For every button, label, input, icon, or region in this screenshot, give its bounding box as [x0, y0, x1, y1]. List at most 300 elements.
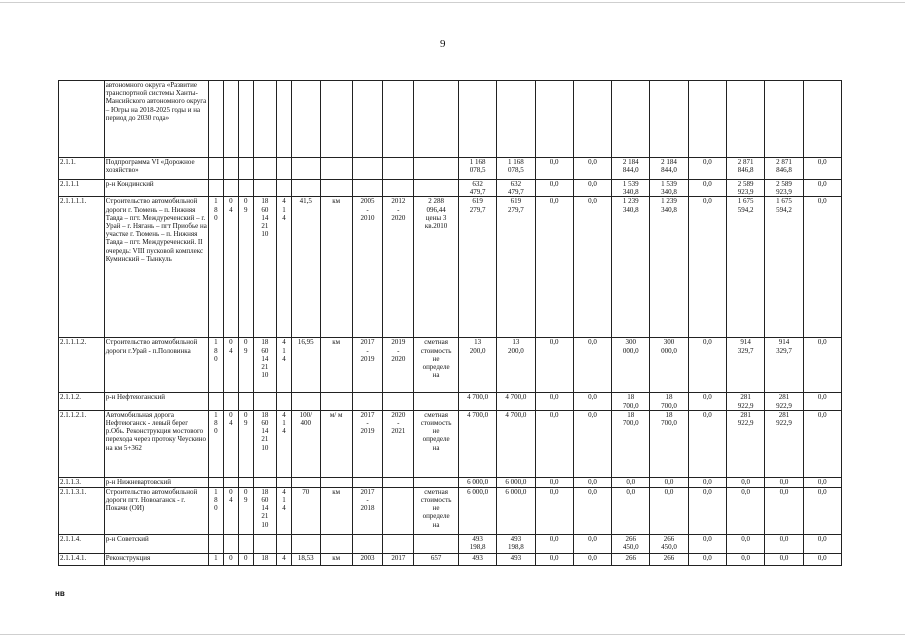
value-1-cell [458, 180, 496, 197]
col-3-cell [238, 534, 253, 553]
col-3-cell [238, 487, 253, 534]
value-1-text: 619 279,7 [469, 197, 486, 214]
unit-cell [320, 81, 352, 158]
value-2-text: 13 200,0 [507, 338, 524, 355]
estimated-cost-cell [414, 410, 459, 477]
value-1-cell [458, 487, 496, 534]
value-4-text: 0,0 [588, 477, 597, 486]
col-3-text: 0 9 [243, 197, 248, 214]
start-year-text: 2003 [360, 553, 375, 562]
value-10-text: 0,0 [817, 487, 827, 496]
col-5-text: 4 [282, 553, 286, 562]
start-year-cell [352, 197, 383, 338]
value-7-text: 0,0 [702, 410, 712, 419]
value-1-text: 493 198,8 [469, 534, 486, 552]
unit-text: м/ м [329, 410, 343, 419]
value-2-cell [497, 180, 535, 197]
value-4-cell [573, 393, 611, 410]
col-5-cell [277, 393, 292, 410]
col-1-cell [208, 487, 223, 534]
col-3-cell [238, 553, 253, 565]
value-2-cell [497, 410, 535, 477]
value-6-cell [650, 197, 688, 338]
value-6-text: 0,0 [664, 487, 674, 496]
estimated-cost-cell [414, 393, 459, 410]
value-7-text: 0,0 [702, 553, 712, 562]
value-3-text: 0,0 [549, 338, 559, 347]
row-name-text: р-н Кондинский [105, 180, 154, 188]
col-2-cell [223, 534, 238, 553]
row-name-text: Автомобильная дорога Нефтеюганск - левый берег р.Обь. Реконструкция мостового перехода через протоку Чеускино на км 5+362 [105, 410, 207, 452]
end-year-cell [383, 477, 414, 487]
unit-cell [320, 410, 352, 477]
row-code-cell [59, 338, 105, 393]
row-code-text: 2.1.1.4. [60, 534, 81, 543]
capacity-cell [291, 158, 320, 180]
value-7-cell [688, 487, 726, 534]
value-9-cell [765, 81, 803, 158]
row-name-cell [104, 487, 208, 534]
value-6-cell [650, 553, 688, 565]
col-1-cell [208, 338, 223, 393]
value-6-cell [650, 81, 688, 158]
value-10-cell [803, 197, 841, 338]
col-1-cell [208, 553, 223, 565]
unit-cell [320, 180, 352, 197]
table-row [59, 393, 842, 410]
value-5-cell [612, 197, 650, 338]
table-row [59, 487, 842, 534]
row-name-cell [104, 81, 208, 158]
col-4-text: 18 60 14 21 10 [261, 338, 269, 380]
value-5-text: 266 [625, 553, 636, 562]
col-3-text: 0 [243, 553, 248, 562]
value-3-cell [535, 410, 573, 477]
value-6-text: 300 000,0 [661, 338, 677, 355]
col-2-text: 0 4 [229, 197, 233, 214]
value-7-text: 0,0 [702, 338, 712, 347]
col-1-cell [208, 81, 223, 158]
value-3-text: 0,0 [549, 180, 559, 188]
value-8-text: 0,0 [741, 477, 751, 486]
capacity-cell [291, 553, 320, 565]
unit-cell [320, 197, 352, 338]
value-8-text: 0,0 [741, 553, 751, 562]
col-4-cell [253, 477, 276, 487]
col-3-cell [238, 197, 253, 338]
value-6-cell [650, 534, 688, 553]
row-name-text: Строительство автомобильной дороги пгт. Новоаганск - г. Покачи (ОИ) [105, 487, 198, 513]
col-4-cell [253, 180, 276, 197]
col-2-cell [223, 393, 238, 410]
col-4-cell [253, 553, 276, 565]
unit-cell [320, 534, 352, 553]
value-10-cell [803, 487, 841, 534]
col-4-cell [253, 410, 276, 477]
estimated-cost-cell [414, 553, 459, 565]
table-row [59, 180, 842, 197]
col-4-cell [253, 81, 276, 158]
value-9-cell [765, 410, 803, 477]
unit-cell [320, 158, 352, 180]
value-6-cell [650, 477, 688, 487]
table-row [59, 410, 842, 477]
table-row [59, 81, 842, 158]
col-4-cell [253, 338, 276, 393]
estimated-cost-cell [414, 338, 459, 393]
row-name-text: автономного округа «Развитие транспортной системы Ханты-Мансийского автономного округа – Югры на 2018-2025 годы и на период до 2030 года» [105, 81, 207, 122]
value-2-text: 619 279,7 [507, 197, 524, 214]
value-1-cell [458, 81, 496, 158]
start-year-cell [352, 477, 383, 487]
value-4-text: 0,0 [588, 487, 597, 496]
value-7-cell [688, 410, 726, 477]
col-5-cell [277, 477, 292, 487]
footer-mark: нв [55, 589, 65, 598]
col-3-cell [238, 393, 253, 410]
col-3-text: 0 9 [243, 487, 248, 505]
start-year-cell [352, 553, 383, 565]
capacity-cell [291, 487, 320, 534]
value-7-cell [688, 81, 726, 158]
value-3-text: 0,0 [549, 487, 559, 496]
end-year-cell [383, 487, 414, 534]
row-code-cell [59, 410, 105, 477]
value-5-text: 300 000,0 [622, 338, 639, 355]
row-name-cell [104, 180, 208, 197]
value-9-cell [765, 338, 803, 393]
value-4-text: 0,0 [588, 338, 597, 347]
value-4-cell [573, 553, 611, 565]
value-4-cell [573, 158, 611, 180]
unit-cell [320, 487, 352, 534]
value-1-text: 1 168 078,5 [469, 158, 486, 175]
col-5-cell [277, 534, 292, 553]
value-10-text: 0,0 [817, 338, 827, 347]
value-2-cell [497, 477, 535, 487]
value-5-text: 266 450,0 [622, 534, 639, 552]
col-4-cell [253, 487, 276, 534]
value-3-cell [535, 158, 573, 180]
col-4-text: 18 60 14 21 10 [261, 410, 269, 452]
value-9-text: 281 922,9 [776, 393, 792, 410]
value-8-cell [727, 338, 765, 393]
value-1-text: 493 [472, 553, 483, 562]
capacity-text: 18,53 [297, 553, 314, 562]
value-1-text: 6 000,0 [467, 477, 489, 486]
value-9-cell [765, 534, 803, 553]
value-9-cell [765, 477, 803, 487]
col-1-cell [208, 197, 223, 338]
value-5-cell [612, 534, 650, 553]
value-5-text: 1 539 340,8 [622, 180, 639, 197]
col-5-cell [277, 553, 292, 565]
col-2-text: 0 4 [229, 338, 233, 355]
end-year-cell [383, 553, 414, 565]
value-1-text: 4 700,0 [467, 410, 489, 419]
end-year-cell [383, 158, 414, 180]
value-9-text: 0,0 [779, 477, 789, 486]
col-3-cell [238, 338, 253, 393]
value-6-cell [650, 180, 688, 197]
value-8-cell [727, 180, 765, 197]
value-2-text: 1 168 078,5 [507, 158, 524, 175]
value-7-text: 0,0 [702, 180, 712, 188]
row-code-text: 2.1.1. [60, 158, 76, 166]
col-1-text: 1 8 0 [214, 338, 218, 363]
capacity-cell [291, 477, 320, 487]
value-6-cell [650, 338, 688, 393]
value-5-cell [612, 81, 650, 158]
col-4-cell [253, 534, 276, 553]
end-year-cell [383, 393, 414, 410]
value-5-text: 18 700,0 [622, 393, 639, 410]
value-3-cell [535, 534, 573, 553]
row-code-cell [59, 477, 105, 487]
value-9-text: 0,0 [779, 553, 789, 562]
value-10-text: 0,0 [817, 180, 827, 188]
col-5-cell [277, 410, 292, 477]
row-code-text: 2.1.1.3.1. [60, 487, 87, 496]
col-1-cell [208, 158, 223, 180]
unit-cell [320, 477, 352, 487]
value-2-cell [497, 393, 535, 410]
col-4-cell [253, 393, 276, 410]
value-3-cell [535, 197, 573, 338]
value-1-text: 13 200,0 [469, 338, 486, 355]
col-4-cell [253, 158, 276, 180]
col-5-text: 4 1 4 [282, 197, 286, 222]
value-8-cell [727, 158, 765, 180]
value-7-cell [688, 553, 726, 565]
value-7-text: 0,0 [702, 477, 712, 486]
row-name-cell [104, 338, 208, 393]
start-year-cell [352, 180, 383, 197]
estimated-cost-text: 657 [430, 553, 442, 562]
start-year-cell [352, 487, 383, 534]
value-5-cell [612, 393, 650, 410]
value-5-cell [612, 338, 650, 393]
row-code-cell [59, 553, 105, 565]
col-3-cell [238, 81, 253, 158]
start-year-text: 2017 - 2019 [360, 410, 375, 436]
value-7-cell [688, 534, 726, 553]
value-5-text: 0,0 [626, 477, 636, 486]
value-6-text: 18 700,0 [661, 393, 677, 410]
col-1-text: 1 8 0 [214, 487, 218, 513]
value-4-text: 0,0 [588, 393, 597, 402]
value-3-cell [535, 180, 573, 197]
value-5-cell [612, 410, 650, 477]
value-7-text: 0,0 [702, 393, 712, 402]
estimated-cost-text: сметная стоимость не определе на [420, 487, 452, 529]
page-number: 9 [440, 38, 446, 50]
value-2-text: 493 [510, 553, 522, 562]
value-7-text: 0,0 [702, 197, 712, 206]
value-8-cell [727, 487, 765, 534]
value-1-cell [458, 553, 496, 565]
value-1-cell [458, 197, 496, 338]
value-10-cell [803, 338, 841, 393]
value-6-text: 266 450,0 [661, 534, 677, 552]
value-3-text: 0,0 [549, 534, 559, 543]
estimated-cost-text: сметная стоимость не определе на [420, 338, 452, 380]
col-5-cell [277, 180, 292, 197]
table-row [59, 197, 842, 338]
value-10-cell [803, 410, 841, 477]
value-7-cell [688, 180, 726, 197]
col-2-cell [223, 338, 238, 393]
col-2-cell [223, 158, 238, 180]
value-8-cell [727, 197, 765, 338]
row-name-text: р-н Советский [105, 534, 149, 543]
col-3-cell [238, 410, 253, 477]
capacity-cell [291, 81, 320, 158]
col-4-cell [253, 197, 276, 338]
value-7-cell [688, 197, 726, 338]
col-5-cell [277, 487, 292, 534]
end-year-cell [383, 81, 414, 158]
value-2-cell [497, 158, 535, 180]
row-code-text: 2.1.1.1.1. [60, 197, 87, 206]
col-5-text: 4 1 4 [282, 487, 286, 513]
row-code-cell [59, 158, 105, 180]
value-2-cell [497, 487, 535, 534]
value-8-text: 281 922,9 [737, 393, 754, 410]
value-10-text: 0,0 [817, 197, 827, 206]
value-1-cell [458, 477, 496, 487]
row-name-text: р-н Нефтеюганский [105, 393, 165, 402]
value-6-text: 1 239 340,8 [661, 197, 677, 214]
estimated-cost-cell [414, 180, 459, 197]
value-5-cell [612, 180, 650, 197]
value-2-text: 632 479,7 [507, 180, 524, 197]
value-3-text: 0,0 [549, 197, 559, 206]
col-1-text: 1 8 0 [214, 197, 218, 222]
value-1-cell [458, 338, 496, 393]
value-5-text: 0,0 [626, 487, 636, 496]
value-2-text: 493 198,8 [507, 534, 524, 552]
value-10-text: 0,0 [817, 158, 827, 166]
start-year-cell [352, 410, 383, 477]
start-year-text: 2005 - 2010 [360, 197, 375, 222]
start-year-cell [352, 338, 383, 393]
col-5-text: 4 1 4 [282, 338, 286, 363]
value-10-text: 0,0 [817, 553, 827, 562]
row-code-cell [59, 197, 105, 338]
col-2-cell [223, 477, 238, 487]
row-code-text: 2.1.1.2.1. [60, 410, 87, 419]
row-code-text: 2.1.1.2. [60, 393, 81, 402]
value-3-cell [535, 338, 573, 393]
value-9-text: 914 329,7 [776, 338, 792, 355]
capacity-cell [291, 180, 320, 197]
unit-text: км [332, 487, 341, 496]
value-4-text: 0,0 [588, 553, 597, 562]
row-code-text: 2.1.1.1.2. [60, 338, 87, 347]
start-year-text: 2017 - 2019 [360, 338, 375, 363]
capacity-cell [291, 338, 320, 393]
col-5-cell [277, 81, 292, 158]
value-9-text: 281 922,9 [776, 410, 792, 428]
value-4-cell [573, 477, 611, 487]
capacity-cell [291, 410, 320, 477]
value-3-cell [535, 81, 573, 158]
value-6-text: 0,0 [664, 477, 674, 486]
value-9-text: 2 871 846,8 [776, 158, 792, 175]
row-code-cell [59, 487, 105, 534]
col-2-cell [223, 487, 238, 534]
end-year-cell [383, 197, 414, 338]
unit-cell [320, 338, 352, 393]
value-2-text: 4 700,0 [505, 410, 527, 419]
value-9-cell [765, 487, 803, 534]
value-10-text: 0,0 [817, 393, 827, 402]
col-1-cell [208, 534, 223, 553]
table-row [59, 158, 842, 180]
capacity-cell [291, 534, 320, 553]
value-7-text: 0,0 [702, 487, 712, 496]
col-1-cell [208, 393, 223, 410]
value-5-cell [612, 553, 650, 565]
value-3-text: 0,0 [549, 410, 559, 419]
capacity-cell [291, 393, 320, 410]
row-code-text: 2.1.1.1 [60, 180, 80, 188]
value-7-text: 0,0 [702, 534, 712, 543]
value-9-cell [765, 393, 803, 410]
value-5-cell [612, 487, 650, 534]
value-8-cell [727, 81, 765, 158]
row-code-text: 2.1.1.3. [60, 477, 81, 486]
estimated-cost-text: сметная стоимость не определе на [420, 410, 452, 452]
value-5-cell [612, 158, 650, 180]
value-7-text: 0,0 [702, 158, 712, 166]
estimated-cost-cell [414, 197, 459, 338]
value-2-text: 4 700,0 [505, 393, 527, 402]
col-5-text: 4 1 4 [282, 410, 286, 436]
value-4-text: 0,0 [588, 180, 597, 188]
value-3-text: 0,0 [549, 477, 559, 486]
row-code-cell [59, 534, 105, 553]
col-5-cell [277, 338, 292, 393]
value-10-text: 0,0 [817, 534, 827, 543]
value-4-text: 0,0 [588, 534, 597, 543]
value-2-text: 6 000,0 [505, 477, 527, 486]
value-10-cell [803, 477, 841, 487]
table-row [59, 553, 842, 565]
col-2-text: 0 4 [229, 487, 233, 505]
row-name-cell [104, 410, 208, 477]
value-9-text: 0,0 [779, 487, 789, 496]
value-1-cell [458, 410, 496, 477]
col-2-text: 0 4 [229, 410, 233, 428]
col-2-cell [223, 553, 238, 565]
row-name-cell [104, 197, 208, 338]
col-4-text: 18 60 14 21 10 [261, 487, 269, 529]
value-4-text: 0,0 [588, 158, 597, 166]
estimated-cost-text: 2 288 096,44 цены 3 кв.2010 [424, 197, 448, 231]
value-9-text: 0,0 [779, 534, 789, 543]
table-row [59, 338, 842, 393]
value-10-cell [803, 180, 841, 197]
row-name-cell [104, 477, 208, 487]
end-year-cell [383, 338, 414, 393]
value-8-cell [727, 477, 765, 487]
estimated-cost-cell [414, 158, 459, 180]
capacity-text: 70 [302, 487, 310, 496]
value-2-cell [497, 338, 535, 393]
col-2-cell [223, 180, 238, 197]
